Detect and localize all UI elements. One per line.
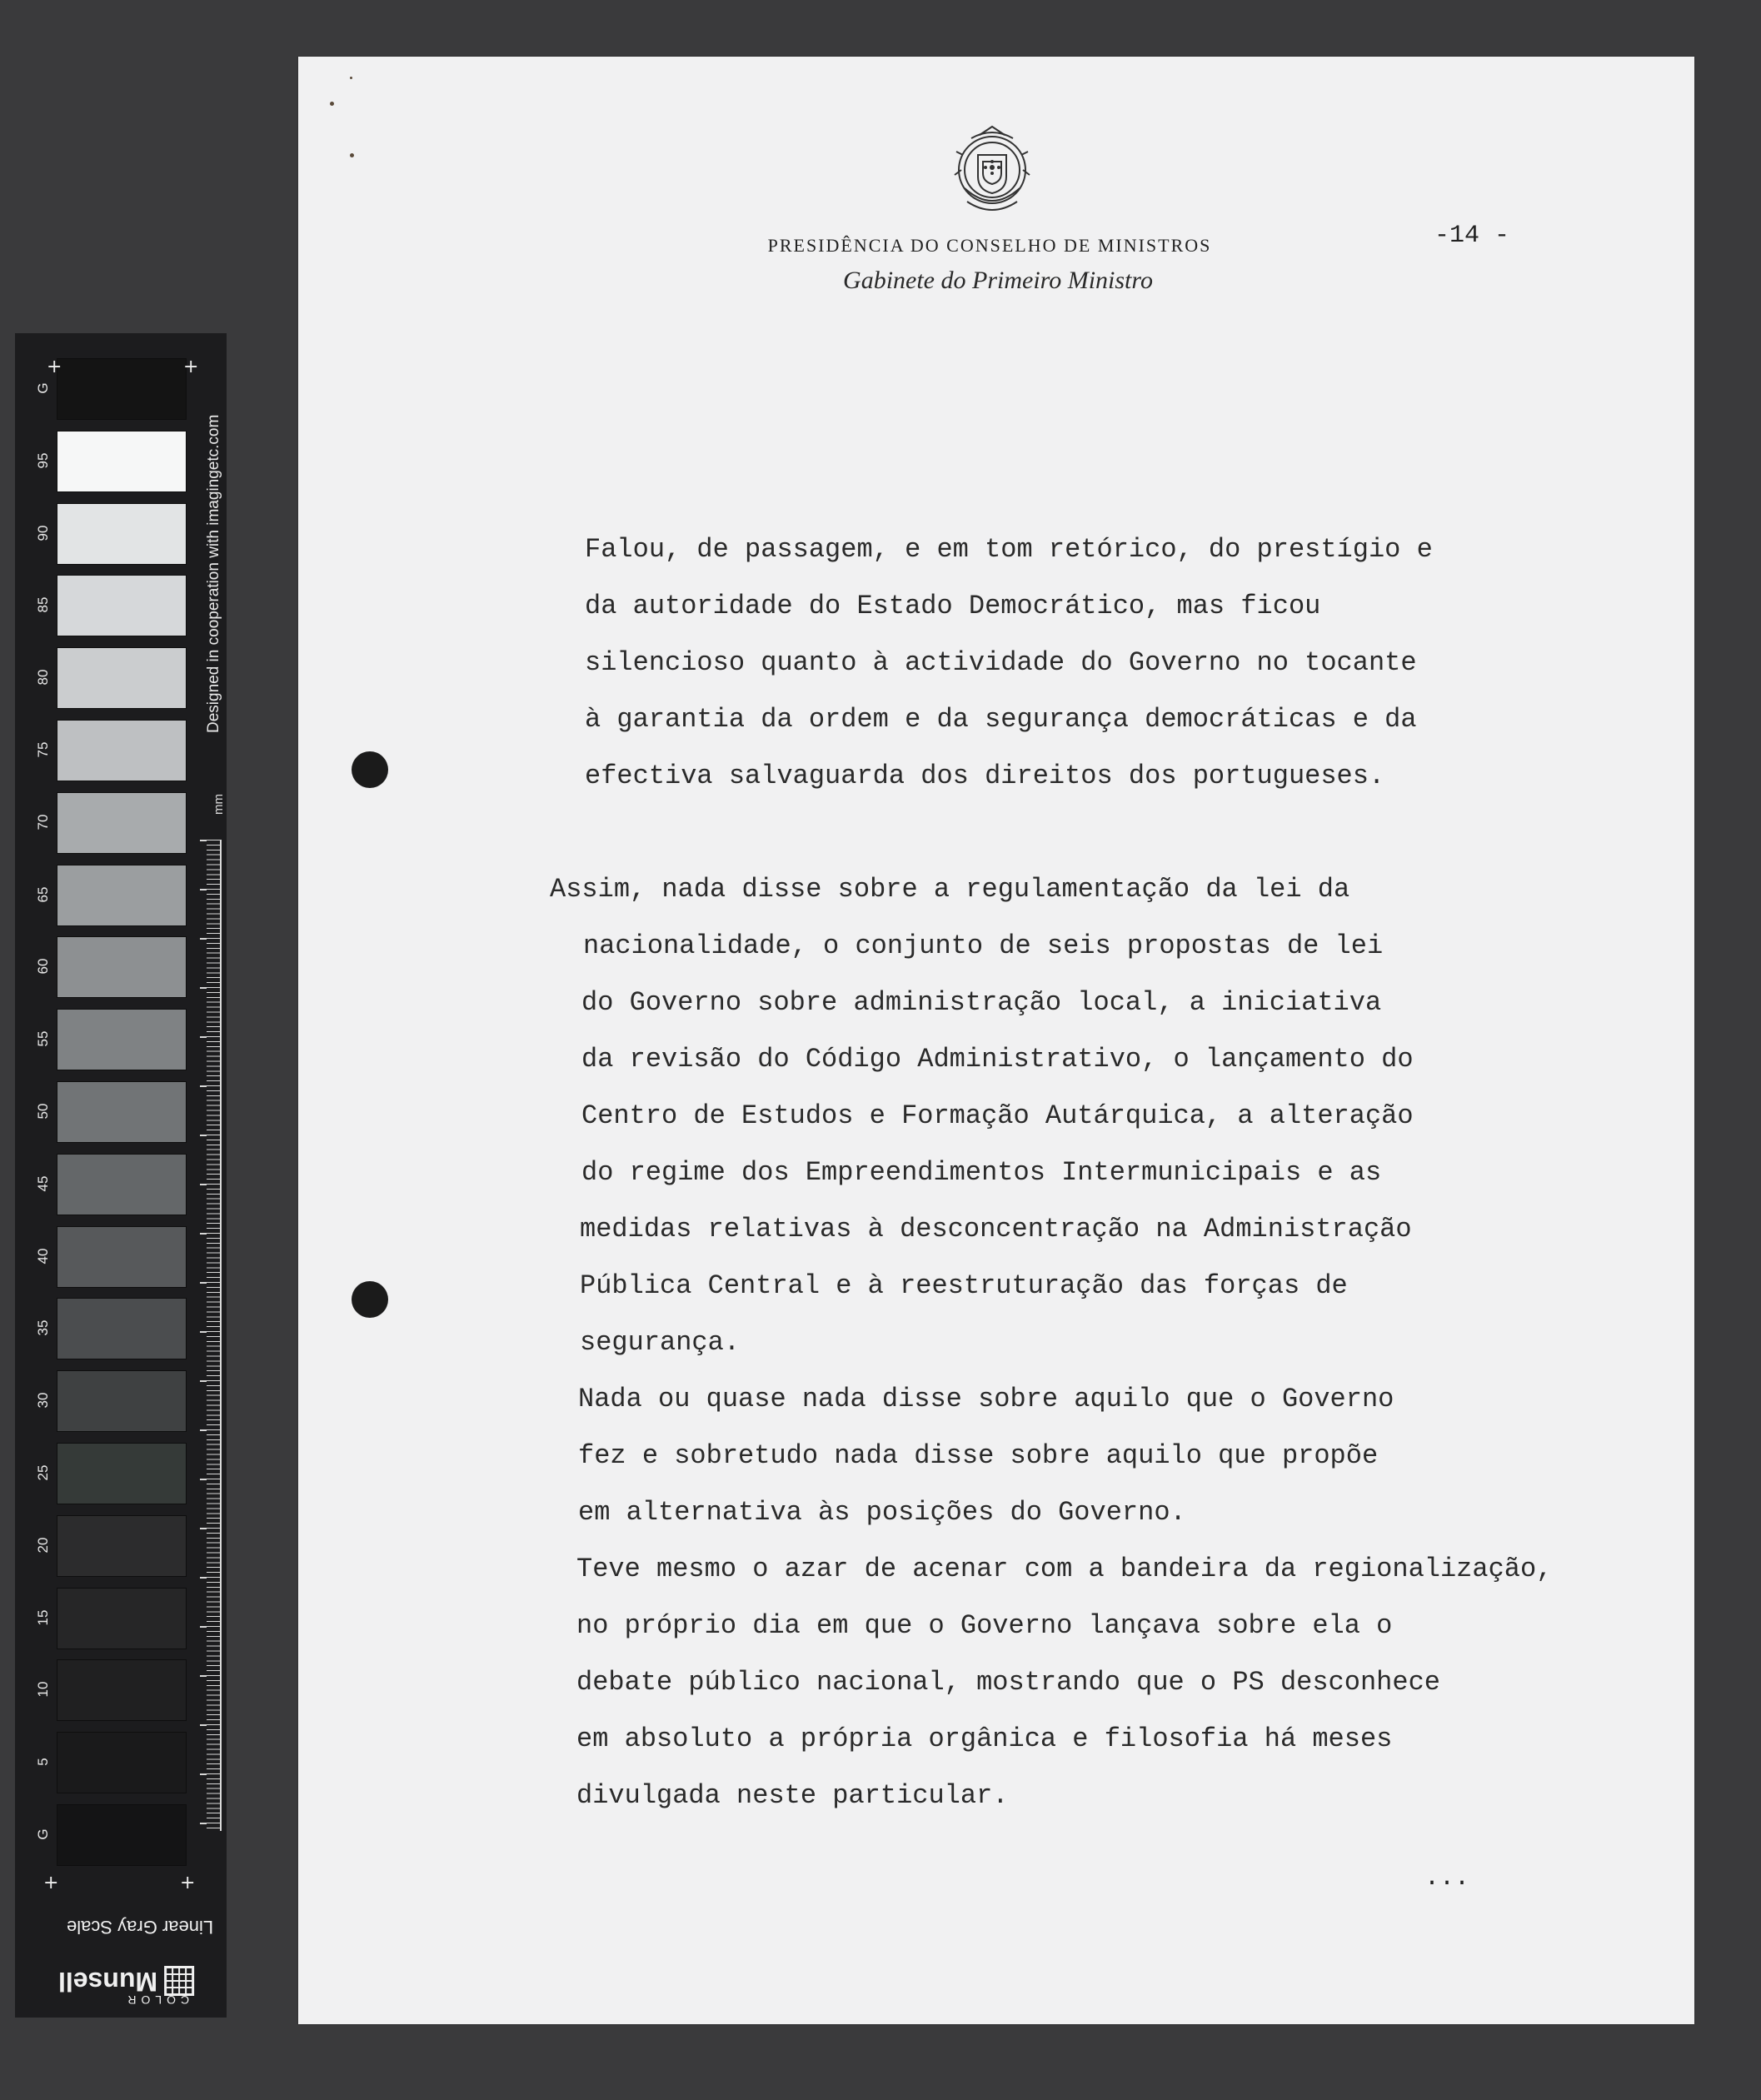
gray-patch bbox=[57, 431, 187, 492]
registration-mark: + bbox=[183, 357, 199, 377]
punch-hole bbox=[352, 751, 388, 788]
gray-patch bbox=[57, 1443, 187, 1504]
text-line: efectiva salvaguarda dos direitos dos portugueses. bbox=[585, 761, 1385, 791]
text-line: divulgada neste particular. bbox=[576, 1780, 1009, 1811]
gray-patch bbox=[57, 1804, 187, 1866]
gray-patch bbox=[57, 792, 187, 854]
gray-patch bbox=[57, 1226, 187, 1288]
scale-number: 90 bbox=[35, 525, 51, 541]
registration-mark: + bbox=[47, 357, 62, 377]
gray-patch bbox=[57, 1298, 187, 1359]
scale-number: 45 bbox=[35, 1175, 51, 1192]
scale-number: 40 bbox=[35, 1248, 51, 1264]
gray-patch bbox=[57, 1732, 187, 1793]
gray-patch bbox=[57, 503, 187, 565]
scale-number: G bbox=[35, 1828, 51, 1840]
scale-number: 15 bbox=[35, 1609, 51, 1626]
scale-number: 80 bbox=[35, 669, 51, 686]
mm-ruler bbox=[207, 840, 220, 1831]
text-line: no próprio dia em que o Governo lançava sobre ela o bbox=[576, 1610, 1393, 1641]
text-line: da revisão do Código Administrativo, o lançamento do bbox=[581, 1044, 1414, 1075]
brand-name: Munsell bbox=[58, 1967, 158, 1997]
scale-number: 20 bbox=[35, 1537, 51, 1554]
scale-number: 25 bbox=[35, 1464, 51, 1481]
scale-number: 65 bbox=[35, 886, 51, 903]
scale-number: 50 bbox=[35, 1103, 51, 1120]
registration-mark: + bbox=[43, 1873, 59, 1893]
paper-speck bbox=[330, 102, 334, 106]
paragraph-1 bbox=[585, 521, 1433, 805]
gray-patch bbox=[57, 1659, 187, 1721]
registration-mark: + bbox=[180, 1873, 196, 1893]
paper-speck bbox=[350, 77, 352, 79]
gray-patch bbox=[57, 720, 187, 781]
scale-number: 35 bbox=[35, 1319, 51, 1336]
gray-patch bbox=[57, 358, 187, 420]
text-line: medidas relativas à desconcentração na Administração bbox=[580, 1214, 1412, 1245]
text-line: fez e sobretudo nada disse sobre aquilo que propõe bbox=[578, 1440, 1379, 1471]
text-line: à garantia da ordem e da segurança democráticas e da bbox=[585, 704, 1417, 735]
scale-number: 85 bbox=[35, 596, 51, 613]
text-line: da autoridade do Estado Democrático, mas ficou bbox=[585, 591, 1321, 621]
text-line: Nada ou quase nada disse sobre aquilo que o Governo bbox=[578, 1384, 1394, 1414]
gray-patch bbox=[57, 1515, 187, 1577]
page-number: -14 - bbox=[1434, 222, 1510, 250]
mm-ruler-major-ticks bbox=[200, 840, 207, 1831]
designed-by-text: Designed in cooperation with imagingetc.com bbox=[205, 414, 222, 733]
text-line: em alternativa às posições do Governo. bbox=[578, 1497, 1186, 1528]
mm-ruler-edge bbox=[220, 840, 222, 1831]
organization-name: PRESIDÊNCIA DO CONSELHO DE MINISTROS bbox=[767, 235, 1212, 256]
text-line: silencioso quanto à actividade do Governo no tocante bbox=[585, 647, 1417, 678]
scale-number: G bbox=[35, 382, 51, 394]
scale-number: 5 bbox=[35, 1758, 51, 1766]
scale-number: 10 bbox=[35, 1681, 51, 1698]
gray-scale-card bbox=[15, 333, 227, 2018]
paragraph-4 bbox=[576, 1541, 1552, 1824]
text-line: Assim, nada disse sobre a regulamentação da lei da bbox=[550, 874, 1350, 905]
mm-label: mm bbox=[212, 794, 226, 815]
text-line: Pública Central e à reestruturação das forças de bbox=[580, 1270, 1348, 1301]
text-line: Teve mesmo o azar de acenar com a bandeira da regionalização, bbox=[576, 1554, 1553, 1584]
scale-number: 55 bbox=[35, 1030, 51, 1047]
gray-patch bbox=[57, 936, 187, 998]
gray-patch bbox=[57, 1081, 187, 1143]
office-name: Gabinete do Primeiro Ministro bbox=[843, 267, 1153, 294]
gray-patch bbox=[57, 575, 187, 636]
gray-patch bbox=[57, 865, 187, 926]
gray-patch bbox=[57, 1588, 187, 1649]
scale-number: 70 bbox=[35, 814, 51, 831]
scale-number: 60 bbox=[35, 958, 51, 975]
text-line: Falou, de passagem, e em tom retórico, do prestígio e bbox=[585, 534, 1433, 565]
text-line: do Governo sobre administração local, a iniciativa bbox=[581, 987, 1382, 1018]
gray-patch bbox=[57, 1154, 187, 1215]
punch-hole bbox=[352, 1281, 388, 1318]
document-page bbox=[298, 57, 1694, 2024]
scale-number: 75 bbox=[35, 741, 51, 758]
continuation-mark: ... bbox=[1424, 1864, 1470, 1893]
scale-number: 95 bbox=[35, 452, 51, 469]
text-line: nacionalidade, o conjunto de seis propostas de lei bbox=[583, 930, 1384, 961]
scale-name: Linear Gray Scale bbox=[67, 1917, 214, 1938]
portuguese-coat-of-arms-icon bbox=[946, 122, 1038, 220]
brand-sub: COLOR bbox=[122, 1993, 190, 2007]
munsell-logo bbox=[58, 1966, 194, 2007]
gray-patch bbox=[57, 1009, 187, 1070]
gray-patch bbox=[57, 1370, 187, 1432]
text-line: debate público nacional, mostrando que o PS desconhece bbox=[576, 1667, 1440, 1698]
scale-number: 30 bbox=[35, 1392, 51, 1409]
paper-speck bbox=[350, 153, 354, 157]
text-line: em absoluto a própria orgânica e filosofia há meses bbox=[576, 1723, 1393, 1754]
gray-patch bbox=[57, 647, 187, 709]
text-line: do regime dos Empreendimentos Intermunicipais e as bbox=[581, 1157, 1382, 1188]
munsell-grid-icon bbox=[164, 1967, 194, 1997]
text-line: segurança. bbox=[580, 1327, 741, 1358]
paragraph-3 bbox=[578, 1371, 1394, 1541]
paragraph-2 bbox=[550, 861, 1414, 1371]
text-line: Centro de Estudos e Formação Autárquica, a alteração bbox=[581, 1100, 1414, 1131]
